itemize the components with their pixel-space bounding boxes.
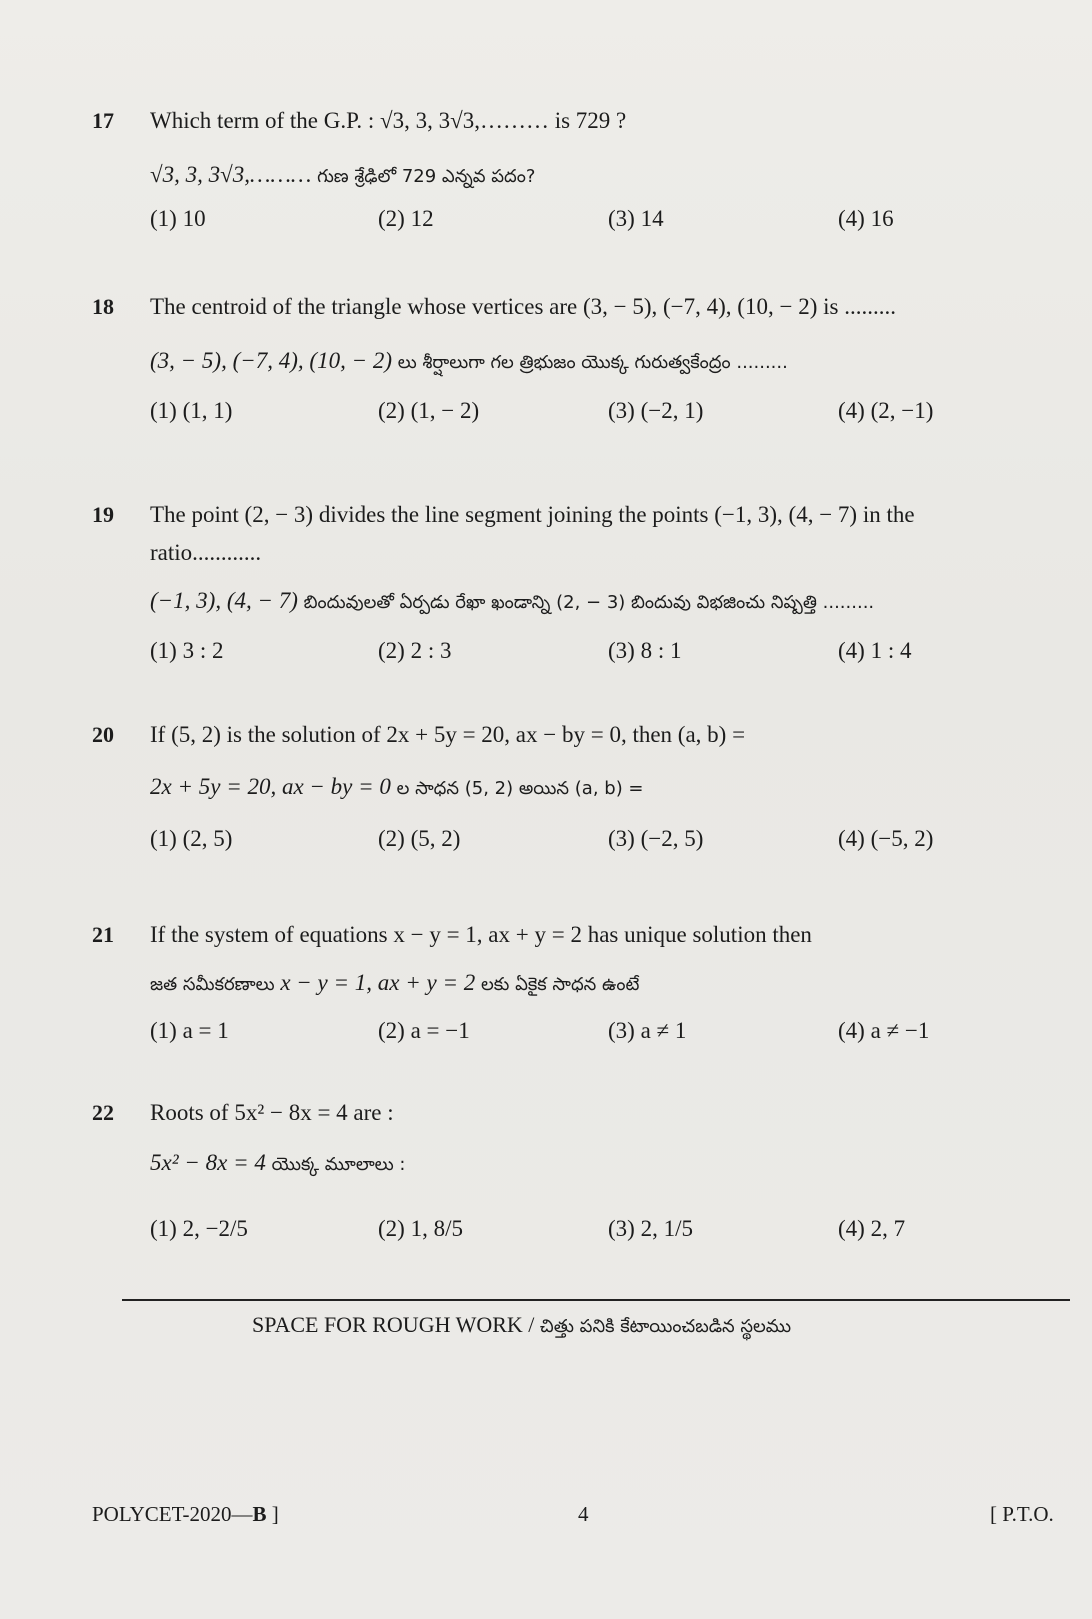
question-number: 21 [92,922,114,947]
question-18 [92,294,1072,434]
options-list [150,638,1050,672]
options-list [150,826,1050,860]
pto-label: [ P.T.O. [990,1502,1054,1526]
telugu-math-expression: 2x + 5y = 20, ax − by = 0 [150,774,391,799]
question-text-telugu [150,348,788,377]
question-20 [92,722,1072,862]
paper-code-text: POLYCET-2020— [92,1502,253,1526]
telugu-math-expression: (3, − 5), (−7, 4), (10, − 2) [150,348,393,373]
option-2: (2) (1, − 2) [378,398,480,423]
paper-code [92,1502,279,1527]
question-text-english: The point (2, − 3) divides the line segment joining the points (−1, 3), (4, − 7) in the [150,502,915,527]
option-1: (1) 3 : 2 [150,638,224,663]
paper-code-bracket: ] [266,1502,279,1526]
question-text-english-cont: ratio............ [150,540,262,565]
question-text-telugu [150,774,644,803]
option-4: (4) 1 : 4 [838,638,912,663]
telugu-text: లు శీర్షాలుగా గల త్రిభుజం యొక్క గురుత్వకేంద్రం ......... [392,352,788,373]
option-4: (4) a ≠ −1 [838,1018,930,1043]
question-number: 18 [92,294,114,319]
rough-work-telugu: చిత్తు పనికి కేటాయించబడిన స్థలము [539,1316,792,1337]
option-4: (4) (2, −1) [838,398,934,423]
option-1: (1) (2, 5) [150,826,233,851]
option-3: (3) (−2, 5) [608,826,704,851]
telugu-text: ల సాధన (5, 2) అయిన (a, b) = [390,778,644,799]
option-1: (1) 10 [150,206,206,231]
option-3: (3) a ≠ 1 [608,1018,687,1043]
options-list [150,1216,1050,1250]
telugu-math-expression: (−1, 3), (4, − 7) [150,588,298,613]
question-text-telugu [150,970,639,999]
paper-set: B [252,1502,267,1526]
question-17 [92,108,1072,238]
question-text-english: Which term of the G.P. : √3, 3, 3√3,……… is 729 ? [150,108,627,133]
telugu-text: గుణ శ్రేఢిలో 729 ఎన్నవ పదం? [311,166,536,187]
question-text-english: If the system of equations x − y = 1, ax + y = 2 has unique solution then [150,922,812,947]
option-1: (1) (1, 1) [150,398,233,423]
question-text-english: If (5, 2) is the solution of 2x + 5y = 20, ax − by = 0, then (a, b) = [150,722,746,747]
telugu-text: లకు ఏకైక సాధన ఉంటే [475,974,640,995]
telugu-math-expression: 5x² − 8x = 4 [150,1150,266,1175]
divider-line [122,1299,1070,1301]
telugu-math-expression: x − y = 1, ax + y = 2 [280,970,476,995]
telugu-text: బిందువులతో ఏర్పడు రేఖా ఖండాన్ని (2, − 3) బిందువు విభజించు నిష్పత్తి ......... [297,592,875,613]
options-list [150,206,1050,240]
rough-work-english: SPACE FOR ROUGH WORK / [252,1312,540,1337]
telugu-math-expression: √3, 3, 3√3,……… [150,162,312,187]
options-list [150,398,1050,432]
option-2: (2) (5, 2) [378,826,461,851]
option-2: (2) 1, 8/5 [378,1216,463,1241]
page-number: 4 [578,1502,589,1526]
options-list [150,1018,1050,1052]
telugu-text-prefix: జత సమీకరణాలు [150,974,281,995]
option-1: (1) a = 1 [150,1018,229,1043]
option-2: (2) 12 [378,206,434,231]
question-number: 20 [92,722,114,747]
option-3: (3) (−2, 1) [608,398,704,423]
question-text-telugu [150,1150,405,1179]
question-text-english: Roots of 5x² − 8x = 4 are : [150,1100,394,1125]
question-22 [92,1100,1072,1250]
option-3: (3) 8 : 1 [608,638,682,663]
option-3: (3) 2, 1/5 [608,1216,693,1241]
option-3: (3) 14 [608,206,664,231]
option-1: (1) 2, −2/5 [150,1216,248,1241]
question-19 [92,502,1072,672]
option-2: (2) 2 : 3 [378,638,452,663]
question-text-telugu [150,162,535,191]
question-number: 19 [92,502,114,527]
rough-work-label [252,1312,791,1341]
question-21 [92,922,1072,1052]
question-text-english: The centroid of the triangle whose vertices are (3, − 5), (−7, 4), (10, − 2) is ......... [150,294,896,319]
option-4: (4) (−5, 2) [838,826,934,851]
option-4: (4) 16 [838,206,894,231]
telugu-text: యొక్క మూలాలు : [265,1154,406,1175]
option-2: (2) a = −1 [378,1018,470,1043]
question-text-telugu [150,588,874,617]
question-number: 17 [92,108,114,133]
question-number: 22 [92,1100,114,1125]
option-4: (4) 2, 7 [838,1216,906,1241]
